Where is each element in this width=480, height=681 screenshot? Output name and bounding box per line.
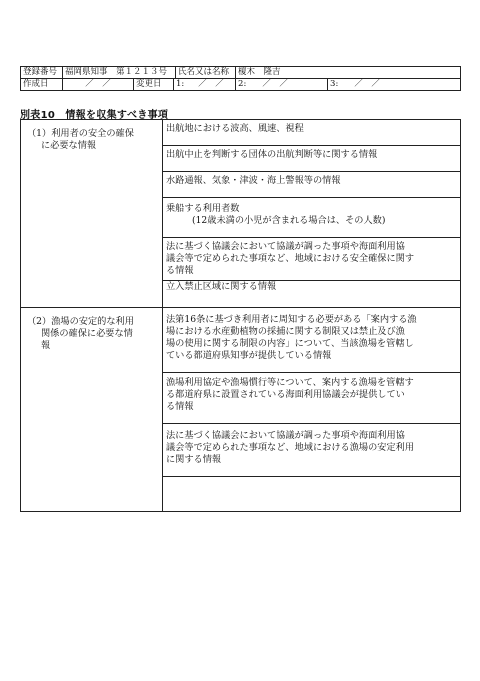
items-cell — [163, 308, 461, 512]
item-line: 場における水産動植物の採捕に関する制限又は禁止及び漁 — [166, 326, 405, 337]
name-value: 榎木 隆吉 — [236, 67, 461, 79]
item-line: る情報 — [166, 265, 194, 276]
item-line: 出航中止を判断する団体の出航判断等に関する情報 — [166, 149, 378, 160]
list-item — [163, 281, 460, 307]
info-table — [20, 119, 461, 512]
item-line: る都道府県に設置されている海面利用協議会が提供してい — [166, 389, 405, 400]
mod2-label: 2: — [238, 79, 247, 89]
category-line: に必要な情報 — [41, 140, 97, 151]
category-cell — [21, 308, 163, 512]
mod1-cell — [174, 79, 236, 91]
item-line: 法第16条に基づき利用者に周知する必要がある「案内する漁 — [166, 314, 417, 325]
item-line: る情報 — [166, 401, 194, 412]
header-table — [20, 66, 461, 91]
item-line: 立入禁止区域に関する情報 — [166, 281, 277, 292]
list-item — [163, 120, 460, 146]
list-item — [163, 146, 460, 172]
item-line: 法に基づく協議会において協議が調った事項や海面利用協 — [166, 241, 405, 252]
list-item — [163, 477, 460, 511]
item-line: 水路通報、気象・津波・海上警報等の情報 — [166, 175, 341, 186]
category-line: （1）利用者の安全の確保 — [27, 128, 134, 139]
mod1-label: 1: — [176, 79, 185, 89]
modified-label: 変更日 — [134, 79, 174, 91]
mod2-value: ／ ／ — [262, 79, 288, 89]
list-item — [163, 424, 460, 477]
category-line: （2）漁場の安定的な利用 — [27, 316, 134, 327]
section-row — [21, 120, 461, 308]
list-item — [163, 238, 460, 281]
list-item — [163, 172, 460, 198]
item-line: 場の使用に関する制限の内容」について、当該漁場を管轄し — [166, 338, 414, 349]
created-label: 作成日 — [21, 79, 63, 91]
mod3-cell — [328, 79, 461, 91]
item-line: ている都道府県知事が提供している情報 — [166, 350, 332, 361]
items-cell — [163, 120, 461, 308]
item-line: 法に基づく協議会において協議が調った事項や海面利用協 — [166, 430, 405, 441]
list-item — [163, 308, 460, 373]
created-value: ／ ／ — [63, 79, 134, 91]
item-line: 議会等で定められた事項など、地域における漁場の安定利用 — [166, 442, 415, 453]
item-line: (12歳未満の小児が含まれる場合は、その人数) — [192, 215, 386, 226]
category-line: 報 — [41, 340, 51, 351]
mod3-label: 3: — [330, 79, 339, 89]
category-cell — [21, 120, 163, 308]
page-title: 別表10 情報を収集すべき事項 — [20, 110, 169, 121]
item-line: 議会等で定められた事項など、地域における安全確保に関す — [166, 253, 415, 264]
section-row — [21, 308, 461, 512]
item-line: 出航地における波高、風速、視程 — [166, 123, 304, 134]
mod1-value: ／ ／ — [198, 79, 224, 89]
mod3-value: ／ ／ — [354, 79, 380, 89]
item-line: に関する情報 — [166, 454, 222, 465]
list-item — [163, 373, 460, 424]
reg-no-label: 登録番号 — [21, 67, 63, 79]
item-line: 乗船する利用者数 — [166, 203, 240, 214]
list-item — [163, 198, 460, 238]
mod2-cell — [236, 79, 328, 91]
category-line: 関係の確保に必要な情 — [41, 328, 133, 339]
reg-no-value: 福岡県知事 第１２１３号 — [63, 67, 176, 79]
item-line: 漁場利用協定や漁場慣行等について、案内する漁場を管轄す — [166, 377, 414, 388]
name-label: 氏名又は名称 — [176, 67, 236, 79]
